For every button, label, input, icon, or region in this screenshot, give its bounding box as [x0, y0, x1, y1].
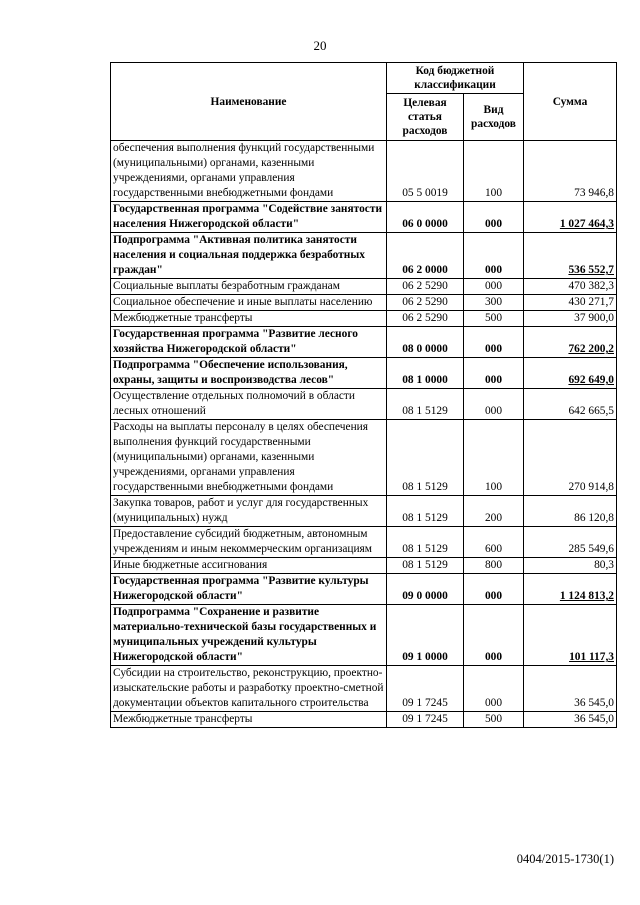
row-sum: 36 545,0	[524, 666, 617, 712]
row-sum: 470 382,3	[524, 279, 617, 295]
row-name: Расходы на выплаты персоналу в целях обеспечения выполнения функций государственными (муниципальными) органами, казенными учреждениями, органами управления государственными внебюджетными фондами	[111, 420, 387, 496]
row-cel: 09 1 7245	[387, 666, 464, 712]
row-vid: 600	[464, 527, 524, 558]
row-vid: 100	[464, 420, 524, 496]
row-name: Социальное обеспечение и иные выплаты населению	[111, 295, 387, 311]
row-sum: 285 549,6	[524, 527, 617, 558]
row-cel: 06 2 0000	[387, 233, 464, 279]
row-name: обеспечения выполнения функций государственными (муниципальными) органами, казенными учреждениями, органами управления государственными внебюджетными фондами	[111, 141, 387, 202]
row-name: Подпрограмма "Обеспечение использования, охраны, защиты и воспроизводства лесов"	[111, 358, 387, 389]
row-vid: 000	[464, 358, 524, 389]
header-sum: Сумма	[524, 63, 617, 141]
row-sum: 73 946,8	[524, 141, 617, 202]
budget-table	[110, 62, 617, 728]
table-row	[111, 605, 617, 666]
row-cel: 05 5 0019	[387, 141, 464, 202]
table-row	[111, 496, 617, 527]
row-sum: 692 649,0	[524, 358, 617, 389]
row-sum: 37 900,0	[524, 311, 617, 327]
table-row	[111, 420, 617, 496]
row-name: Субсидии на строительство, реконструкцию, проектно-изыскательские работы и разработку проектно-сметной документации объектов капитального строительства	[111, 666, 387, 712]
table-row	[111, 202, 617, 233]
row-name: Осуществление отдельных полномочий в области лесных отношений	[111, 389, 387, 420]
row-vid: 000	[464, 605, 524, 666]
row-cel: 08 1 5129	[387, 558, 464, 574]
row-name: Государственная программа "Содействие занятости населения Нижегородской области"	[111, 202, 387, 233]
row-vid: 500	[464, 311, 524, 327]
row-sum: 430 271,7	[524, 295, 617, 311]
table-row	[111, 574, 617, 605]
header-name: Наименование	[111, 63, 387, 141]
row-cel: 06 0 0000	[387, 202, 464, 233]
row-vid: 200	[464, 496, 524, 527]
row-vid: 000	[464, 279, 524, 295]
row-sum: 1 124 813,2	[524, 574, 617, 605]
table-row	[111, 327, 617, 358]
row-name: Подпрограмма "Активная политика занятости населения и социальная поддержка безработных граждан"	[111, 233, 387, 279]
row-sum: 1 027 464,3	[524, 202, 617, 233]
table-row	[111, 527, 617, 558]
table-row	[111, 358, 617, 389]
row-vid: 000	[464, 233, 524, 279]
row-sum: 536 552,7	[524, 233, 617, 279]
table-row	[111, 295, 617, 311]
row-cel: 06 2 5290	[387, 279, 464, 295]
row-cel: 08 1 5129	[387, 527, 464, 558]
header-row	[111, 63, 617, 94]
row-vid: 000	[464, 666, 524, 712]
header-vid: Вид расходов	[464, 94, 524, 141]
table-row	[111, 558, 617, 574]
row-sum: 642 665,5	[524, 389, 617, 420]
row-vid: 000	[464, 327, 524, 358]
row-cel: 09 0 0000	[387, 574, 464, 605]
row-sum: 86 120,8	[524, 496, 617, 527]
row-vid: 000	[464, 574, 524, 605]
row-name: Социальные выплаты безработным гражданам	[111, 279, 387, 295]
row-vid: 000	[464, 389, 524, 420]
row-cel: 06 2 5290	[387, 295, 464, 311]
row-vid: 500	[464, 712, 524, 728]
table-row	[111, 712, 617, 728]
row-sum: 36 545,0	[524, 712, 617, 728]
row-name: Государственная программа "Развитие культуры Нижегородской области"	[111, 574, 387, 605]
table-row	[111, 666, 617, 712]
page-number: 20	[313, 38, 327, 53]
row-vid: 000	[464, 202, 524, 233]
row-cel: 08 1 5129	[387, 420, 464, 496]
document-code: 0404/2015-1730(1)	[516, 852, 614, 866]
row-cel: 08 1 5129	[387, 389, 464, 420]
row-cel: 09 1 7245	[387, 712, 464, 728]
row-name: Государственная программа "Развитие лесного хозяйства Нижегородской области"	[111, 327, 387, 358]
row-name: Предоставление субсидий бюджетным, автономным учреждениям и иным некоммерческим организациям	[111, 527, 387, 558]
row-cel: 08 0 0000	[387, 327, 464, 358]
row-cel: 06 2 5290	[387, 311, 464, 327]
row-vid: 800	[464, 558, 524, 574]
header-cel: Целевая статья расходов	[387, 94, 464, 141]
row-sum: 101 117,3	[524, 605, 617, 666]
row-sum: 270 914,8	[524, 420, 617, 496]
table-row	[111, 233, 617, 279]
row-sum: 762 200,2	[524, 327, 617, 358]
row-cel: 08 1 5129	[387, 496, 464, 527]
table-row	[111, 389, 617, 420]
table-row	[111, 141, 617, 202]
row-name: Иные бюджетные ассигнования	[111, 558, 387, 574]
row-name: Межбюджетные трансферты	[111, 311, 387, 327]
row-sum: 80,3	[524, 558, 617, 574]
row-vid: 300	[464, 295, 524, 311]
row-cel: 09 1 0000	[387, 605, 464, 666]
row-cel: 08 1 0000	[387, 358, 464, 389]
row-name: Подпрограмма "Сохранение и развитие материально-технической базы государственных и муниципальных учреждений культуры Нижегородской области"	[111, 605, 387, 666]
row-name: Межбюджетные трансферты	[111, 712, 387, 728]
table-row	[111, 311, 617, 327]
table-row	[111, 279, 617, 295]
row-name: Закупка товаров, работ и услуг для государственных (муниципальных) нужд	[111, 496, 387, 527]
row-vid: 100	[464, 141, 524, 202]
header-code-group: Код бюджетной классификации	[387, 63, 524, 94]
